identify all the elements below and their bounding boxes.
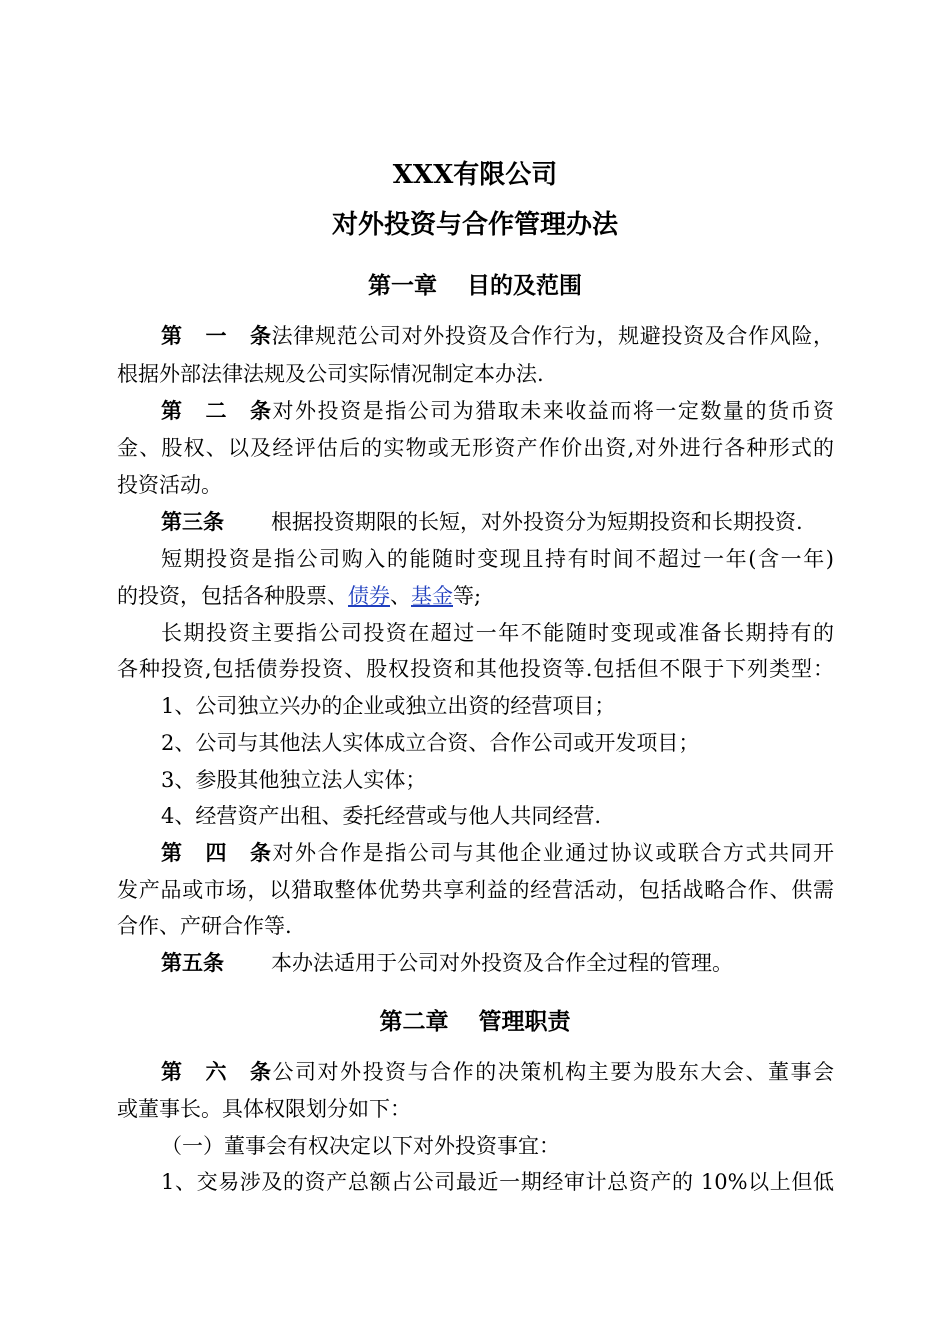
chapter-heading-2 [0, 1007, 950, 1037]
paragraph-text: 、 [390, 584, 411, 608]
article-2-line-1 [161, 397, 834, 425]
long-term-definition-line-2: 各种投资,包括债券投资、股权投资和其他投资等.包括但不限于下列类型： [117, 657, 834, 681]
article-text: 根据投资期限的长短，对外投资分为短期投资和长期投资. [271, 510, 803, 534]
chapter-heading-1 [0, 271, 950, 301]
paragraph-text: 的投资，包括各种股票、 [117, 584, 348, 608]
article-label: 第四条 [161, 840, 271, 865]
article-text: 对外合作是指公司与其他企业通过协议或联合方式共同开 [271, 841, 834, 865]
article-3-line-1 [161, 508, 803, 536]
list-item: 2、公司与其他法人实体成立合资、合作公司或开发项目； [161, 731, 700, 755]
article-label: 第六条 [161, 1059, 271, 1084]
article-4-line-2: 发产品或市场，以猎取整体优势共享利益的经营活动，包括战略合作、供需 [117, 878, 834, 902]
article-6-line-2: 或董事长。具体权限划分如下： [117, 1097, 411, 1121]
article-text: 公司对外投资与合作的决策机构主要为股东大会、董事会 [271, 1060, 834, 1084]
fund-link[interactable]: 基金 [411, 584, 453, 608]
sub-clause-heading: （一）董事会有权决定以下对外投资事宜： [161, 1134, 560, 1158]
list-item: 4、经营资产出租、委托经营或与他人共同经营. [161, 804, 602, 828]
article-6-line-1 [161, 1058, 834, 1086]
paragraph-text: 等; [453, 584, 482, 608]
chapter-name: 目的及范围 [467, 272, 582, 299]
article-1-line-2: 根据外部法律法规及公司实际情况制定本办法. [117, 362, 544, 386]
short-term-definition-line-1: 短期投资是指公司购入的能随时变现且持有时间不超过一年(含一年) [161, 547, 834, 571]
article-5-line-1 [161, 949, 733, 977]
article-label: 第五条 [161, 950, 224, 975]
article-label: 第二条 [161, 398, 271, 423]
article-label: 第三条 [161, 509, 224, 534]
article-2-line-2: 金、股权、以及经评估后的实物或无形资产作价出资,对外进行各种形式的 [117, 436, 834, 460]
company-title: XXX有限公司 [392, 160, 558, 190]
long-term-definition-line-1: 长期投资主要指公司投资在超过一年不能随时变现或准备长期持有的 [161, 621, 834, 645]
chapter-number: 第一章 [368, 272, 437, 299]
article-4-line-3: 合作、产研合作等. [117, 914, 292, 938]
article-4-line-1 [161, 839, 834, 867]
article-1-line-1 [161, 322, 834, 350]
article-2-line-3: 投资活动。 [117, 473, 222, 497]
article-text: 本办法适用于公司对外投资及合作全过程的管理。 [271, 951, 733, 975]
article-text: 对外投资是指公司为猎取未来收益而将一定数量的货币资 [271, 399, 834, 423]
short-term-definition-line-2 [117, 582, 481, 610]
list-item: 1、公司独立兴办的企业或独立出资的经营项目； [161, 694, 616, 718]
article-text: 法律规范公司对外投资及合作行为，规避投资及合作风险， [271, 324, 834, 348]
chapter-number: 第二章 [379, 1008, 449, 1035]
chapter-name: 管理职责 [478, 1008, 571, 1035]
list-item: 1、交易涉及的资产总额占公司最近一期经审计总资产的 10%以上但低 [161, 1170, 834, 1194]
bond-link[interactable]: 债券 [348, 584, 390, 608]
article-label: 第一条 [161, 323, 271, 348]
list-item: 3、参股其他独立法人实体； [161, 768, 427, 792]
document-title: 对外投资与合作管理办法 [331, 210, 618, 240]
